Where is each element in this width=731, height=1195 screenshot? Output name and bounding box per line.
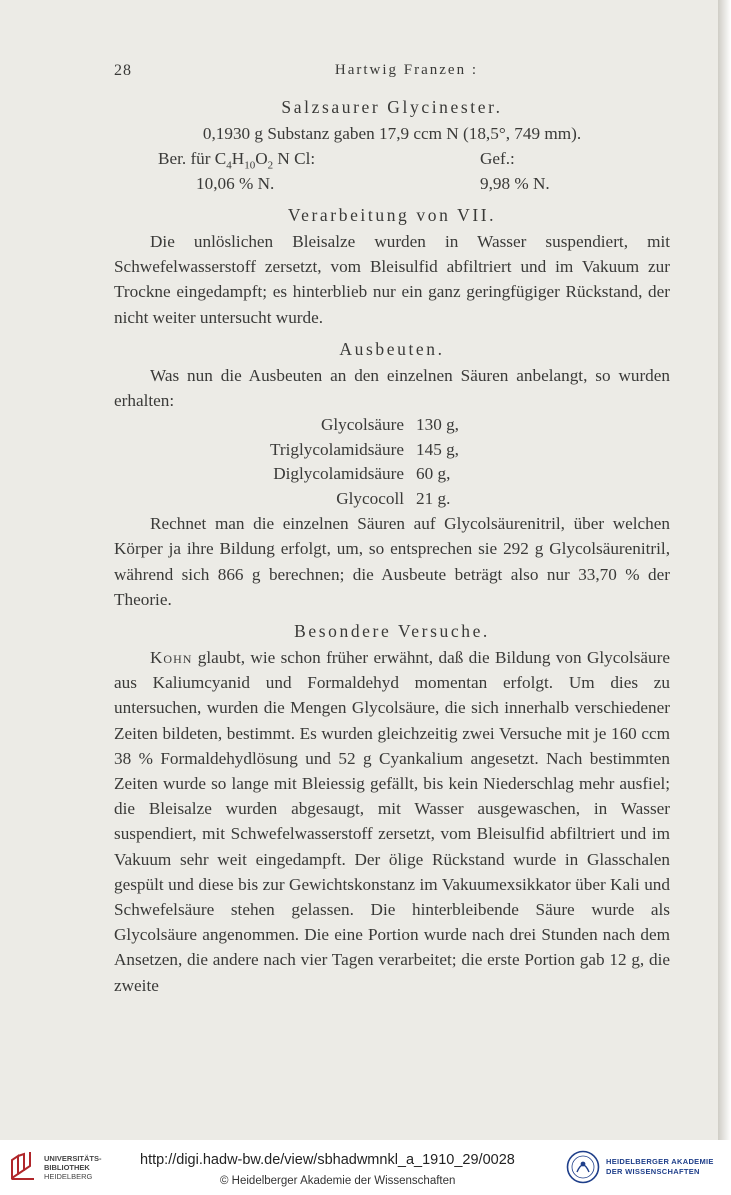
list-item (244, 487, 474, 512)
value-found: 9,98 % N. (480, 174, 550, 193)
paragraph-special-body: glaubt, wie schon früher erwähnt, daß die Bildung von Glycolsäure aus Kaliumcyanid und Formaldehyd momentan erfolgt. Um dies zu untersuchen, wurden die Mengen Glycolsäure, die sich innerhalb verschiedener Zeiten bildeten, bestimmt. Es wurden gleichzeitig zwei Versuche mit je 160 ccm 38 % Formaldehydlösung und 52 g Cyankalium angesetzt. Nach bestimmten Zeiten wurde so lange mit Bleiessig gefällt, bis kein Niederschlag mehr ausfiel; die Bleisalze wurden abgesaugt, mit Wasser ausgewaschen, in Wasser suspendiert, mit Schwefelwasserstoff zersetzt, vom Bleisulfid abfiltriert und im Vakuum sehr weit eingedampft. Der ölige Rückstand wurde in Glasschalen gespült und diese bis zur Gewichtskonstanz im Vakuumexsikkator über Kali und Schwefelsäure stehen gelassen. Die hinterbleibende Säure wurde als Glycolsäure angenommen. Die eine Portion wurde nach drei Stunden nach dem Ansetzen, die andere nach vier Tagen verarbeitet; die erste Portion gab 12 g, die zweite (114, 648, 670, 995)
paragraph-special (114, 645, 670, 998)
yield-qty: 60 g, (416, 464, 451, 484)
element-o: O (255, 149, 268, 168)
library-logo[interactable] (8, 1152, 102, 1182)
library-line-3: HEIDELBERG (44, 1171, 93, 1181)
ber-suffix: N Cl: (273, 149, 316, 168)
academy-line-1: HEIDELBERGER AKADEMIE (606, 1157, 714, 1166)
list-item (244, 438, 474, 463)
viewer-footer (0, 1140, 731, 1195)
element-h: H (231, 149, 245, 168)
yield-name: Triglycolamidsäure (270, 439, 404, 459)
list-item (244, 462, 474, 487)
yields-list (244, 413, 474, 511)
running-header (114, 62, 670, 86)
library-mark-icon (8, 1152, 38, 1182)
author-name: Kohn (150, 648, 193, 668)
paragraph-yields-intro: Was nun die Ausbeuten an den einzelnen Säuren anbelangt, so wurden erhalten: (114, 365, 670, 411)
heading-special-experiments: Besondere Versuche. (294, 621, 490, 642)
yield-qty: 145 g, (416, 439, 459, 459)
academy-seal-icon (566, 1150, 600, 1184)
page-edge (718, 0, 731, 1140)
values-row (114, 171, 670, 196)
heading-yields: Ausbeuten. (339, 338, 445, 359)
library-line-1: UNIVERSITÄTS- (44, 1153, 102, 1163)
heading-glycine-ester: Salzsaurer Glycinester. (281, 97, 503, 117)
library-text (44, 1154, 102, 1181)
found-label: Gef.: (480, 149, 515, 168)
ber-prefix: Ber. für C (158, 149, 227, 168)
yield-name: Glycocoll (336, 488, 404, 508)
paragraph-processing: Die unlöslichen Bleisalze wurden in Wasser suspendiert, mit Schwefelwasserstoff zersetzt, vom Bleisulfid abfiltriert und im Vakuum zur Trockne eingedampft; es hinterblieb nur ein ganz geringfügiger Rückstand, der nicht weiter untersucht wurde. (114, 232, 670, 327)
page-text (114, 62, 670, 998)
list-item (244, 413, 474, 438)
heading-processing: Verarbeitung von VII. (287, 205, 497, 225)
yield-name: Diglycolamidsäure (273, 464, 404, 484)
paragraph-yields-theory: Rechnet man die einzelnen Säuren auf Glycolsäurenitril, über welchen Körper ja ihre Bildung erfolgt, um, so entsprechen sie 292 g Glycolsäurenitril, während sich 866 g berechnen; die Ausbeute beträgt also nur 33,70 % der Theorie. (114, 514, 670, 609)
page-number: 28 (114, 62, 132, 79)
academy-logo[interactable] (566, 1150, 714, 1184)
analysis-line: 0,1930 g Substanz gaben 17,9 ccm N (18,5°, 749 mm). (202, 124, 582, 143)
sub-c: 4 (226, 159, 232, 172)
formula-row (114, 146, 670, 171)
permalink-url[interactable]: http://digi.hadw-bw.de/view/sbhadwmnkl_a_1910_29/0028 (140, 1152, 515, 1168)
value-calc: 10,06 % N. (196, 174, 275, 193)
sub-o: 2 (267, 159, 274, 172)
yield-name: Glycolsäure (320, 415, 404, 435)
formula-calc (114, 146, 480, 171)
library-line-2: BIBLIOTHEK (44, 1162, 90, 1172)
running-title: Hartwig Franzen : (334, 62, 478, 78)
yield-qty: 21 g. (416, 488, 451, 508)
academy-line-2: DER WISSENSCHAFTEN (606, 1167, 700, 1176)
yield-qty: 130 g, (416, 415, 459, 435)
academy-text (606, 1157, 714, 1177)
copyright-notice: © Heidelberger Akademie der Wissenschaften (220, 1175, 456, 1187)
sub-h: 10 (244, 159, 256, 172)
